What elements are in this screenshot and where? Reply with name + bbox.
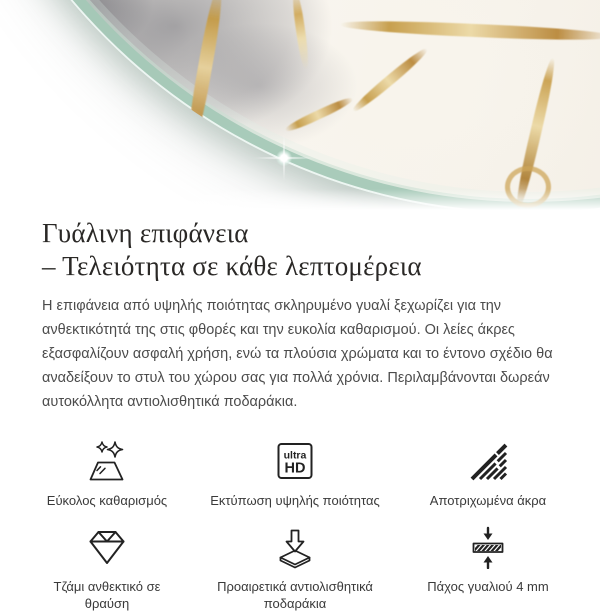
feature-label: Αποτριχωμένα άκρα	[429, 493, 547, 508]
feature-shatterproof-glass	[42, 525, 172, 612]
feature-row	[42, 525, 558, 612]
photo-bottom-fade	[0, 189, 600, 213]
hatched-edge-icon	[466, 439, 510, 483]
page-title-line2: – Τελειότητα σε κάθε λεπτομέρεια	[42, 251, 422, 281]
page-title	[42, 217, 558, 283]
ultra-hd-icon	[273, 439, 317, 483]
ultra-text: ultra	[283, 449, 307, 462]
page-title-line1: Γυάλινη επιφάνεια	[42, 218, 249, 248]
gold-vein	[340, 18, 600, 43]
gold-vein	[350, 45, 430, 114]
product-description-text: Η επιφάνεια από υψηλής ποιότητας σκληρυμένο γυαλί ξεχωρίζει για την ανθεκτικότητά της στις φθορές και την ευκολία καθαρισμού. Οι λείες άκρες εξασφαλίζουν ασφαλή χρήση, ενώ τα πλούσια χρώματα και το έντονο σχέδιο θα αναδείξουν το στυλ του χώρου σας για πολλά χρόνια. Περιλαμβάνονται δωρεάν αυτοκόλλητα αντιολισθητικά ποδαράκια.	[42, 298, 553, 410]
glass-thickness-icon	[466, 525, 510, 569]
gold-vein	[284, 95, 355, 134]
feature-ultra-hd-print	[172, 439, 418, 509]
gold-vein	[290, 0, 310, 70]
feature-row	[42, 439, 558, 509]
sparkle-clean-icon	[85, 439, 129, 483]
feature-polished-edges	[418, 439, 558, 509]
feature-label: Εύκολος καθαρισμός	[46, 493, 168, 508]
feature-anti-slip-pads	[172, 525, 418, 612]
product-description-section	[0, 217, 600, 612]
feature-label: Εκτύπωση υψηλής ποιότητας	[210, 493, 380, 508]
hd-text: HD	[284, 460, 306, 477]
feature-list	[42, 439, 558, 612]
diamond-icon	[85, 525, 129, 569]
anti-slip-pad-arrow-icon	[273, 525, 317, 569]
feature-label: Πάχος γυαλιού 4 mm	[427, 579, 549, 594]
feature-label: Προαιρετικά αντιολισθητικά ποδαράκια	[217, 579, 373, 611]
glass-tabletop-photo	[0, 0, 600, 213]
feature-glass-thickness	[418, 525, 558, 595]
feature-label: Τζάμι ανθεκτικό σε θραύση	[53, 579, 161, 611]
gold-vein	[184, 0, 226, 150]
feature-easy-cleaning	[42, 439, 172, 509]
product-photo-hero	[0, 0, 600, 213]
